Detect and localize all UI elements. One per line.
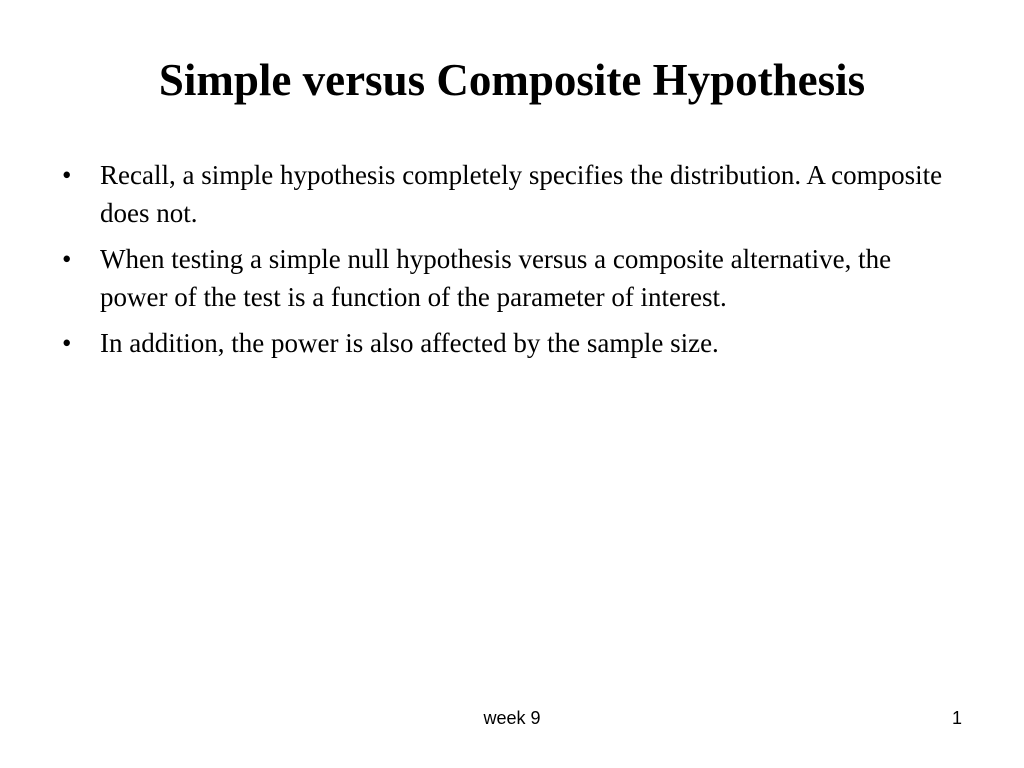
bullet-icon: • [62, 160, 72, 190]
bullet-item [62, 240, 962, 316]
page-number: 1 [951, 708, 962, 728]
bullet-item [62, 324, 962, 362]
slide-title: Simple versus Composite Hypothesis [158, 55, 866, 105]
bullet-icon: • [62, 328, 72, 358]
bullet-list [62, 156, 962, 370]
bullet-item [62, 156, 962, 232]
bullet-text: In addition, the power is also affected by the sample size. [100, 328, 719, 358]
bullet-icon: • [62, 244, 72, 274]
bullet-text: Recall, a simple hypothesis completely specifies the distribution. A composite does not. [100, 160, 943, 228]
footer-label: week 9 [483, 708, 541, 728]
bullet-text: When testing a simple null hypothesis versus a composite alternative, the power of the test is a function of the parameter of interest. [100, 244, 892, 312]
